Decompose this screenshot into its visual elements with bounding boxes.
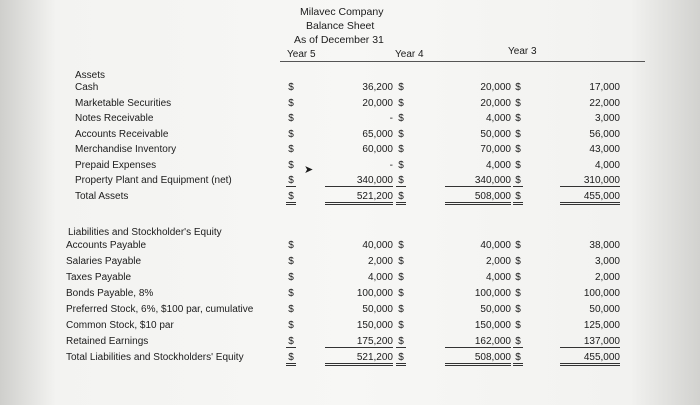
currency-symbol: $	[515, 128, 521, 140]
table-row	[0, 191, 700, 206]
row-label: Marketable Securities	[75, 97, 172, 109]
currency-symbol: $	[515, 304, 521, 315]
year3-value: 4,000	[594, 159, 620, 171]
header-rule	[280, 61, 645, 62]
year5-value: 521,200	[325, 352, 393, 366]
currency-symbol: $	[515, 320, 521, 331]
currency-symbol: $	[398, 256, 404, 267]
year5-value: 175,200	[325, 336, 393, 348]
row-label: Common Stock, $10 par	[66, 320, 174, 331]
row-label: Total Liabilities and Stockholders' Equity	[66, 352, 244, 363]
year3-value: 2,000	[594, 272, 620, 283]
currency-symbol: $	[286, 191, 296, 205]
year4-value: 162,000	[445, 336, 511, 348]
currency-symbol: $	[398, 272, 404, 283]
column-header-year4: Year 4	[395, 49, 424, 60]
currency-symbol: $	[288, 304, 294, 315]
year3-value: 38,000	[589, 240, 620, 251]
currency-symbol: $	[396, 352, 406, 366]
table-row	[0, 160, 700, 175]
company-name: Milavec Company	[300, 6, 384, 18]
table-row	[0, 272, 700, 287]
row-label: Accounts Payable	[66, 240, 147, 251]
currency-symbol: $	[513, 352, 523, 366]
currency-symbol: $	[513, 336, 523, 348]
currency-symbol: $	[288, 144, 294, 155]
year4-value: 70,000	[480, 144, 511, 155]
year4-value: 4,000	[485, 113, 511, 124]
column-header-year5: Year 5	[287, 49, 316, 60]
currency-symbol: $	[513, 175, 523, 187]
currency-symbol: $	[288, 288, 294, 299]
currency-symbol: $	[515, 240, 521, 251]
currency-symbol: $	[515, 113, 521, 124]
row-label: Taxes Payable	[66, 272, 132, 283]
year3-value: 310,000	[560, 175, 620, 187]
year3-value: 22,000	[589, 97, 620, 109]
row-label: Accounts Receivable	[75, 128, 169, 140]
table-row	[0, 304, 700, 319]
year5-value: 100,000	[356, 288, 393, 299]
currency-symbol: $	[398, 159, 404, 171]
currency-symbol: $	[288, 113, 294, 124]
year3-value: 455,000	[560, 191, 620, 205]
currency-symbol: $	[288, 128, 294, 140]
row-label: Bonds Payable, 8%	[66, 288, 154, 299]
statement-date: As of December 31	[294, 34, 384, 46]
currency-symbol: $	[398, 320, 404, 331]
year5-value: 60,000	[362, 144, 393, 155]
currency-symbol: $	[396, 191, 406, 205]
currency-symbol: $	[288, 320, 294, 331]
currency-symbol: $	[398, 304, 404, 315]
currency-symbol: $	[398, 82, 404, 93]
row-label: Retained Earnings	[66, 336, 149, 347]
row-label: Merchandise Inventory	[75, 144, 177, 155]
currency-symbol: $	[398, 97, 404, 109]
year5-value: 2,000	[367, 256, 393, 267]
year4-value: 20,000	[480, 97, 511, 109]
table-row	[0, 98, 700, 113]
year5-value: 4,000	[367, 272, 393, 283]
year5-value: 150,000	[356, 320, 393, 331]
year5-value: 20,000	[362, 97, 393, 109]
currency-symbol: $	[398, 128, 404, 140]
liabilities-section-label: Liabilities and Stockholder's Equity	[68, 227, 222, 238]
row-label: Property Plant and Equipment (net)	[75, 175, 232, 186]
currency-symbol: $	[515, 97, 521, 109]
year4-value: 50,000	[480, 304, 511, 315]
year4-value: 508,000	[445, 352, 511, 366]
currency-symbol: $	[288, 97, 294, 109]
year3-value: 3,000	[594, 256, 620, 267]
table-row	[0, 82, 700, 97]
table-row	[0, 288, 700, 303]
year4-value: 4,000	[485, 159, 511, 171]
table-row	[0, 113, 700, 128]
year3-value: 3,000	[594, 113, 620, 124]
currency-symbol: $	[288, 159, 294, 171]
currency-symbol: $	[398, 113, 404, 124]
row-label: Preferred Stock, 6%, $100 par, cumulative	[66, 304, 254, 315]
currency-symbol: $	[286, 336, 296, 348]
table-row	[0, 256, 700, 271]
year3-value: 455,000	[560, 352, 620, 366]
currency-symbol: $	[515, 144, 521, 155]
row-label: Salaries Payable	[66, 256, 142, 267]
table-row	[0, 129, 700, 144]
year3-value: 100,000	[583, 288, 620, 299]
year3-value: 56,000	[589, 128, 620, 140]
year3-value: 43,000	[589, 144, 620, 155]
year5-value: -	[389, 159, 393, 171]
currency-symbol: $	[515, 82, 521, 93]
year5-value: -	[389, 113, 393, 124]
year4-value: 100,000	[474, 288, 511, 299]
year4-value: 508,000	[445, 191, 511, 205]
year4-value: 40,000	[480, 240, 511, 251]
year3-value: 50,000	[589, 304, 620, 315]
currency-symbol: $	[288, 82, 294, 93]
currency-symbol: $	[515, 288, 521, 299]
year4-value: 50,000	[480, 128, 511, 140]
table-row	[0, 336, 700, 351]
table-row	[0, 240, 700, 255]
year5-value: 340,000	[325, 175, 393, 187]
table-row	[0, 352, 700, 367]
table-row	[0, 320, 700, 335]
year5-value: 36,200	[362, 82, 393, 93]
currency-symbol: $	[396, 336, 406, 348]
table-row	[0, 144, 700, 159]
currency-symbol: $	[396, 175, 406, 187]
currency-symbol: $	[286, 175, 296, 187]
year4-value: 20,000	[480, 82, 511, 93]
year4-value: 4,000	[485, 272, 511, 283]
year3-value: 137,000	[560, 336, 620, 348]
currency-symbol: $	[398, 240, 404, 251]
table-row	[0, 175, 700, 190]
year3-value: 17,000	[589, 82, 620, 93]
year5-value: 40,000	[362, 240, 393, 251]
row-label: Notes Receivable	[75, 113, 154, 124]
year4-value: 2,000	[485, 256, 511, 267]
year5-value: 50,000	[362, 304, 393, 315]
assets-section-label: Assets	[75, 70, 106, 81]
row-label: Total Assets	[75, 190, 129, 202]
currency-symbol: $	[398, 288, 404, 299]
mouse-cursor-icon: ➤	[304, 164, 314, 176]
year4-value: 150,000	[474, 320, 511, 331]
currency-symbol: $	[288, 256, 294, 267]
year5-value: 65,000	[362, 128, 393, 140]
currency-symbol: $	[515, 159, 521, 171]
currency-symbol: $	[398, 144, 404, 155]
row-label: Cash	[75, 82, 99, 93]
row-label: Prepaid Expenses	[75, 159, 157, 171]
currency-symbol: $	[288, 272, 294, 283]
year5-value: 521,200	[325, 191, 393, 205]
currency-symbol: $	[515, 256, 521, 267]
year4-value: 340,000	[445, 175, 511, 187]
currency-symbol: $	[288, 240, 294, 251]
currency-symbol: $	[515, 272, 521, 283]
currency-symbol: $	[286, 352, 296, 366]
statement-title: Balance Sheet	[306, 20, 375, 32]
year3-value: 125,000	[583, 320, 620, 331]
currency-symbol: $	[513, 191, 523, 205]
column-header-year3: Year 3	[508, 46, 537, 57]
